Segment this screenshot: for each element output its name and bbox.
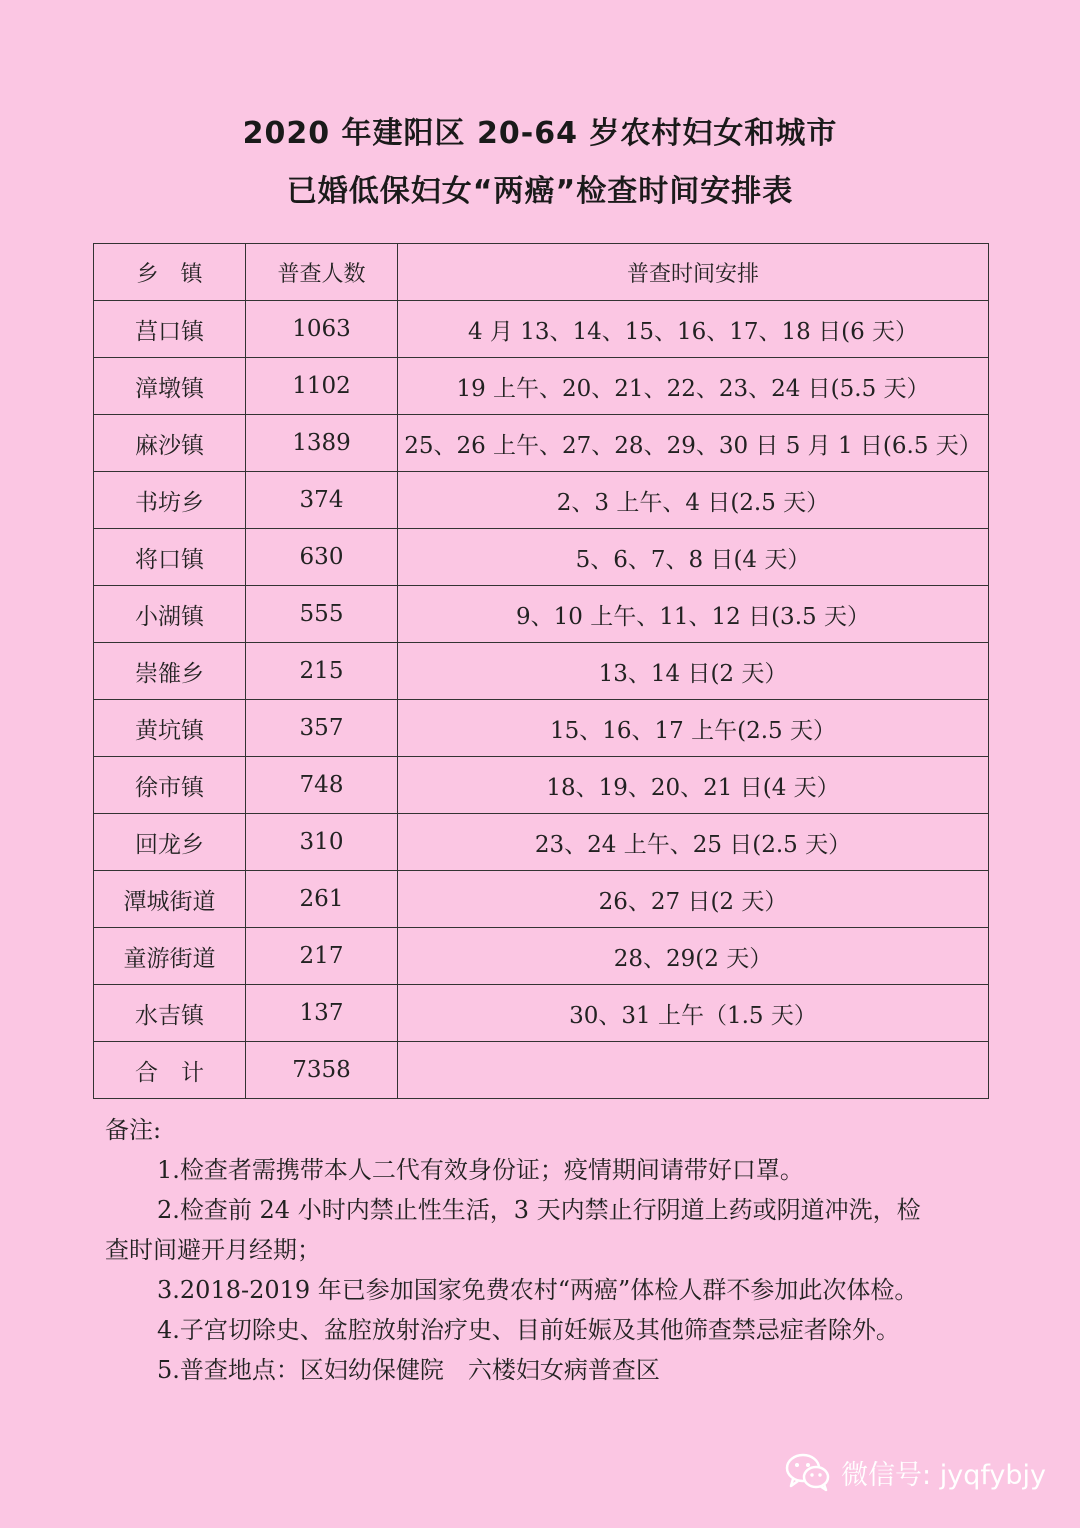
schedule-cell: 9、10 上午、11、12 日(3.5 天） bbox=[398, 586, 989, 643]
table-row bbox=[94, 871, 989, 928]
table-row bbox=[94, 586, 989, 643]
town-cell: 漳墩镇 bbox=[94, 358, 246, 415]
town-cell: 将口镇 bbox=[94, 529, 246, 586]
town-cell: 潭城街道 bbox=[94, 871, 246, 928]
schedule-cell: 4 月 13、14、15、16、17、18 日(6 天） bbox=[398, 301, 989, 358]
schedule-cell: 25、26 上午、27、28、29、30 日 5 月 1 日(6.5 天） bbox=[398, 415, 989, 472]
title-line-2: 已婚低保妇女“两癌”检查时间安排表 bbox=[286, 174, 794, 209]
count-cell: 1102 bbox=[246, 358, 398, 415]
schedule-cell: 23、24 上午、25 日(2.5 天） bbox=[398, 814, 989, 871]
count-cell: 261 bbox=[246, 871, 398, 928]
table-row bbox=[94, 643, 989, 700]
total-count-cell: 7358 bbox=[246, 1042, 398, 1099]
table-row bbox=[94, 415, 989, 472]
note-item-2: 2.检查前 24 小时内禁止性生活，3 天内禁止行阴道上药或阴道冲洗，检 bbox=[157, 1196, 921, 1224]
table-row bbox=[94, 472, 989, 529]
note-item-3: 3.2018-2019 年已参加国家免费农村“两癌”体检人群不参加此次体检。 bbox=[157, 1276, 919, 1304]
schedule-table bbox=[93, 243, 989, 1099]
wechat-icon bbox=[785, 1452, 831, 1492]
note-item-5: 5.普查地点：区妇幼保健院 六楼妇女病普查区 bbox=[157, 1356, 660, 1384]
town-cell: 书坊乡 bbox=[94, 472, 246, 529]
total-schedule-cell bbox=[398, 1042, 989, 1099]
count-cell: 630 bbox=[246, 529, 398, 586]
schedule-cell: 28、29(2 天） bbox=[398, 928, 989, 985]
table-row bbox=[94, 985, 989, 1042]
total-label-cell: 合 计 bbox=[94, 1042, 246, 1099]
total-row bbox=[94, 1042, 989, 1099]
town-cell: 麻沙镇 bbox=[94, 415, 246, 472]
count-cell: 748 bbox=[246, 757, 398, 814]
town-cell: 黄坑镇 bbox=[94, 700, 246, 757]
schedule-cell: 2、3 上午、4 日(2.5 天） bbox=[398, 472, 989, 529]
count-cell: 217 bbox=[246, 928, 398, 985]
schedule-cell: 30、31 上午（1.5 天） bbox=[398, 985, 989, 1042]
table-row bbox=[94, 301, 989, 358]
town-cell: 莒口镇 bbox=[94, 301, 246, 358]
notes-heading: 备注: bbox=[105, 1116, 162, 1144]
schedule-cell: 19 上午、20、21、22、23、24 日(5.5 天） bbox=[398, 358, 989, 415]
notes-section bbox=[105, 1110, 1005, 1390]
table-row bbox=[94, 928, 989, 985]
table-row bbox=[94, 700, 989, 757]
table-row bbox=[94, 358, 989, 415]
count-cell: 215 bbox=[246, 643, 398, 700]
town-cell: 小湖镇 bbox=[94, 586, 246, 643]
title-line-1: 2020 年建阳区 20-64 岁农村妇女和城市 bbox=[242, 116, 838, 151]
table-row bbox=[94, 814, 989, 871]
table-row bbox=[94, 757, 989, 814]
town-cell: 崇雒乡 bbox=[94, 643, 246, 700]
count-cell: 357 bbox=[246, 700, 398, 757]
town-cell: 水吉镇 bbox=[94, 985, 246, 1042]
note-item-4: 4.子宫切除史、盆腔放射治疗史、目前妊娠及其他筛查禁忌症者除外。 bbox=[157, 1316, 900, 1344]
count-cell: 1063 bbox=[246, 301, 398, 358]
count-cell: 374 bbox=[246, 472, 398, 529]
count-cell: 1389 bbox=[246, 415, 398, 472]
note-item-1: 1.检查者需携带本人二代有效身份证；疫情期间请带好口罩。 bbox=[157, 1156, 804, 1184]
schedule-cell: 5、6、7、8 日(4 天） bbox=[398, 529, 989, 586]
note-item-2-continuation: 查时间避开月经期； bbox=[105, 1236, 321, 1264]
schedule-cell: 13、14 日(2 天） bbox=[398, 643, 989, 700]
header-count: 普查人数 bbox=[246, 244, 398, 301]
schedule-cell: 18、19、20、21 日(4 天） bbox=[398, 757, 989, 814]
town-cell: 徐市镇 bbox=[94, 757, 246, 814]
schedule-cell: 26、27 日(2 天） bbox=[398, 871, 989, 928]
header-schedule: 普查时间安排 bbox=[398, 244, 989, 301]
town-cell: 童游街道 bbox=[94, 928, 246, 985]
table-row bbox=[94, 529, 989, 586]
wechat-watermark bbox=[785, 1452, 1046, 1492]
town-cell: 回龙乡 bbox=[94, 814, 246, 871]
count-cell: 310 bbox=[246, 814, 398, 871]
header-town: 乡 镇 bbox=[94, 244, 246, 301]
table-header-row bbox=[94, 244, 989, 301]
schedule-cell: 15、16、17 上午(2.5 天） bbox=[398, 700, 989, 757]
count-cell: 137 bbox=[246, 985, 398, 1042]
count-cell: 555 bbox=[246, 586, 398, 643]
watermark-text: 微信号: jyqfybjy bbox=[841, 1459, 1046, 1491]
